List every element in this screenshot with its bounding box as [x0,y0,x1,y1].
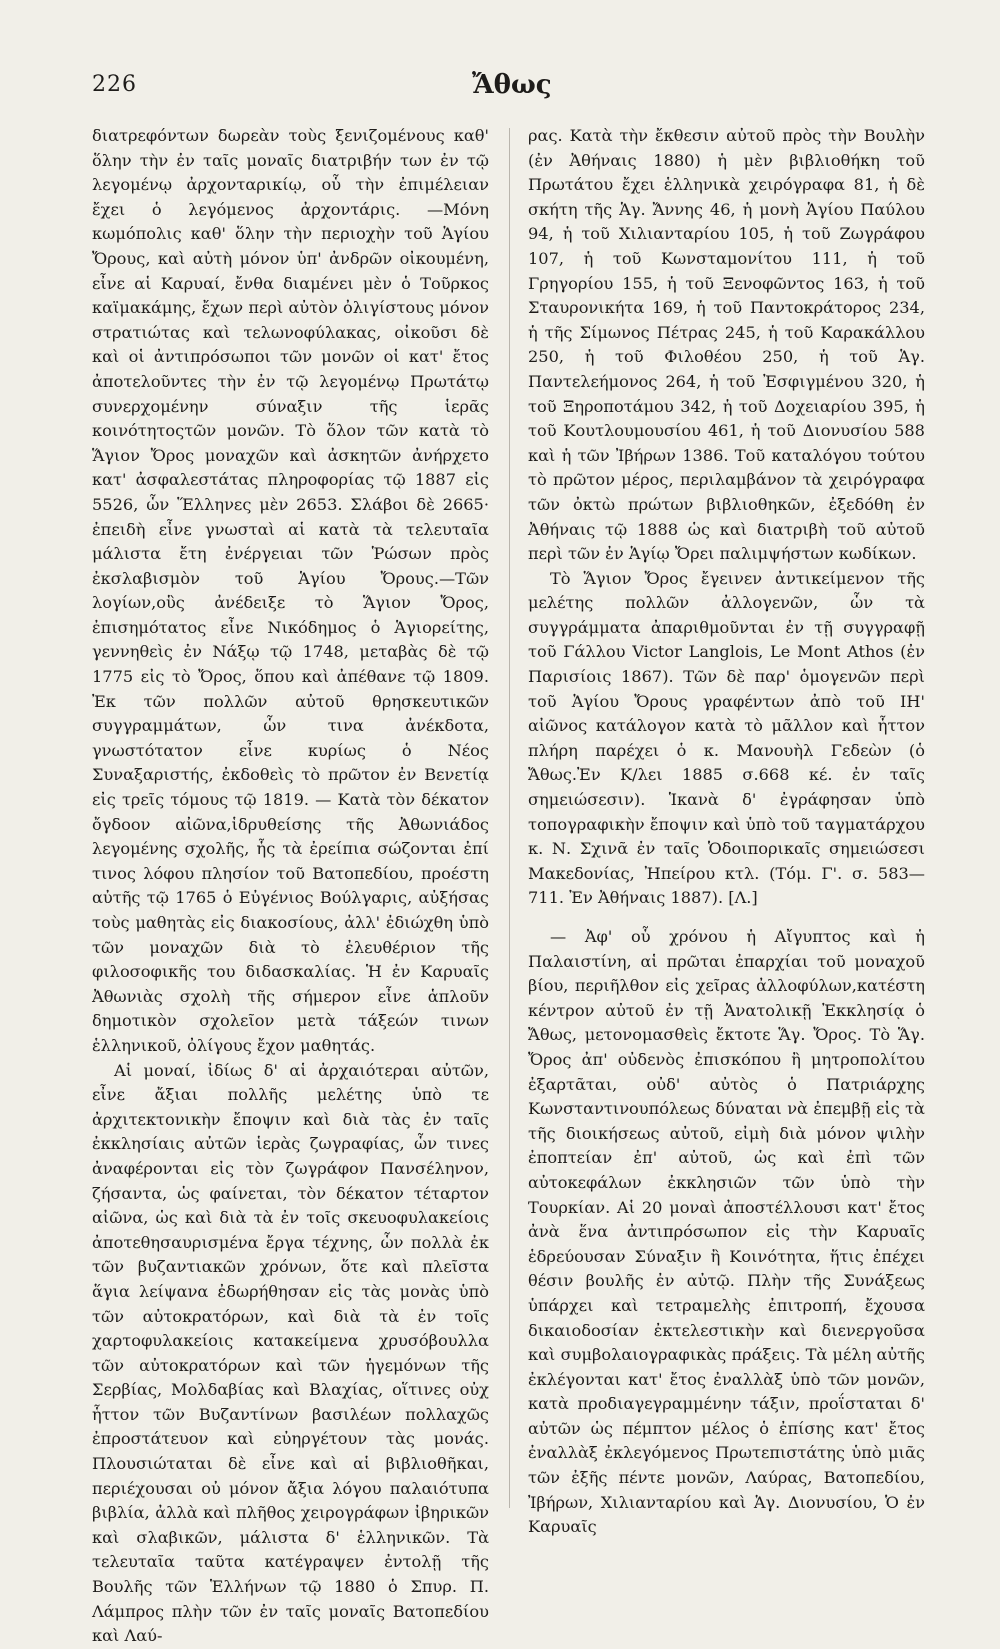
right-paragraph-2: Τὸ Ἅγιον Ὄρος ἔγεινεν ἀντικείμενον τῆς μελέτης πολλῶν ἀλλογενῶν, ὧν τὰ συγγράμματα ἀπαριθμοῦνται ἐν τῇ συγγραφῇ τοῦ Γάλλου Victor Langlois, Le Mont Athos (ἐν Παρισίοις 1867). Τῶν δὲ παρ' ὁμογενῶν περὶ τοῦ Ἁγίου Ὄρους γραφέντων ἀπὸ τοῦ ΙΗ' αἰῶνος κατάλογον κατὰ τὸ μᾶλλον καὶ ἧττον πλήρη παρέχει ὁ κ. Μανουὴλ Γεδεὼν (ὁ Ἄθως.Ἐν Κ/λει 1885 σ.668 κέ. ἐν ταῖς σημειώσεσιν). Ἱκανὰ δ' ἐγράφησαν ὑπὸ τοπογραφικὴν ἔποψιν καὶ ὑπὸ τοῦ ταγματάρχου κ. Ν. Σχινᾶ ἐν ταῖς Ὁδοιπορικαῖς σημειώσεσι Μακεδονίας, Ἠπείρου κτλ. (Τόμ. Γ'. σ. 583—711. Ἐν Ἀθήναις 1887). [Λ.] [528,568,925,908]
right-paragraph-3: — Ἀφ' οὗ χρόνου ἡ Αἴγυπτος καὶ ἡ Παλαιστίνη, αἱ πρῶται ἐπαρχίαι τοῦ μοναχοῦ βίου, περιῆλθον εἰς χεῖρας ἀλλοφύλων,κατέστη κέντρον αὐτοῦ ἐν τῇ Ἀνατολικῇ Ἐκκλησίᾳ ὁ Ἄθως, μετονομασθεὶς ἔκτοτε Ἅγ. Ὄρος. Τὸ Ἅγ. Ὄρος ἀπ' οὐδενὸς ἐπισκόπου ἢ μητροπολίτου ἐξαρτᾶται, οὐδ' αὐτὸς ὁ Πατριάρχης Κωνσταντινουπόλεως δύναται νὰ ἐπεμβῇ εἰς τὰ τῆς διοικήσεως αὐτοῦ, εἰμὴ διὰ μόνον ψιλὴν ἐποπτείαν ἐπ' αὐτοῦ, ὡς καὶ ἐπὶ τῶν αὐτοκεφάλων ἐκκλησιῶν τῶν ὑπὸ τὴν Τουρκίαν. Αἱ 20 μοναὶ ἀποστέλλουσι κατ' ἔτος ἀνὰ ἕνα ἀντιπρόσωπον εἰς τὴν Καρυαῖς ἑδρεύουσαν Σύναξιν ἢ Κοινότητα, ἥτις ἐπέχει θέσιν βουλῆς ἐν αὐτῷ. Πλὴν τῆς Συνάξεως ὑπάρχει καὶ τετραμελὴς ἐπιτροπή, ἔχουσα δικαιοδοσίαν ἐκτελεστικὴν καὶ διενεργοῦσα καὶ συμβολαιογραφικὰς πράξεις. Τὰ μέλη αὐτῆς ἐκλέγονται κατ' ἔτος ἐναλλὰξ ὑπὸ τῶν μονῶν, κατὰ προδιαγεγραμμένην τάξιν, προΐσταται δ' αὐτῶν ὡς πέμπτον μέλος ὁ ἐπίσης κατ' ἔτος ἐναλλὰξ ἐκλεγόμενος Πρωτεπιστάτης ὑπὸ μιᾶς τῶν ἐξῆς πέντε μονῶν, Λαύρας, Βατοπεδίου, Ἰβήρων, Χιλιανταρίου καὶ Ἁγ. Διονυσίου, Ὁ ἐν Καρυαῖς [528,927,925,1537]
column-divider [509,128,510,1508]
two-column-body [92,124,925,1646]
right-column [528,124,925,1540]
page-header [92,72,922,108]
running-head: Ἄθως [472,70,552,100]
right-paragraph-1: ρας. Κατὰ τὴν ἔκθεσιν αὐτοῦ πρὸς τὴν Βουλὴν (ἐν Ἀθήναις 1880) ἡ μὲν βιβλιοθήκη τοῦ Πρωτάτου ἔχει ἑλληνικὰ χειρόγραφα 81, ἡ δὲ σκήτη τῆς Ἁγ. Ἄννης 46, ἡ μονὴ Ἁγίου Παύλου 94, ἡ τοῦ Χιλιανταρίου 105, ἡ τοῦ Ζωγράφου 107, ἡ τοῦ Κωνσταμονίτου 111, ἡ τοῦ Γρηγορίου 155, ἡ τοῦ Ξενοφῶντος 163, ἡ τοῦ Σταυρονικήτα 169, ἡ τοῦ Παντοκράτορος 234, ἡ τῆς Σίμωνος Πέτρας 245, ἡ τοῦ Καρακάλλου 250, ἡ τοῦ Φιλοθέου 250, ἡ τοῦ Ἁγ. Παντελεήμονος 264, ἡ τοῦ Ἐσφιγμένου 320, ἡ τοῦ Ξηροποτάμου 342, ἡ τοῦ Δοχειαρίου 395, ἡ τοῦ Κουτλουμουσίου 461, ἡ τοῦ Διονυσίου 588 καὶ ἡ τῶν Ἰβήρων 1386. Τοῦ καταλόγου τούτου τὸ πρῶτον μέρος, περιλαμβάνον τὰ χειρόγραφα τῶν ὀκτὼ πρώτων βιβλιοθηκῶν, ἐξεδόθη ἐν Ἀθήναις τῷ 1888 ὡς καὶ διατριβὴ τοῦ αὐτοῦ περὶ τῶν ἐν Ἁγίῳ Ὄρει παλιμψήστων κωδίκων. [528,126,925,564]
page-number: 226 [92,72,137,97]
left-column [92,124,489,1649]
left-paragraph-2: Αἱ μοναί, ἰδίως δ' αἱ ἀρχαιότεραι αὐτῶν, εἶνε ἄξιαι πολλῆς μελέτης ὑπὸ τε ἀρχιτεκτονικὴν ἔποψιν καὶ διὰ τὰς ἐν ταῖς ἐκκλησίαις αὐτῶν ἱερὰς ζωγραφίας, ὧν τινες ἀναφέρονται εἰς τὸν ζωγράφον Πανσέληνον, ζήσαντα, ὡς φαίνεται, τὸν δέκατον τέταρτον αἰῶνα, ὡς καὶ διὰ τὰ ἐν τοῖς σκευοφυλακείοις ἀποτεθησαυρισμένα ἔργα τέχνης, ὧν πολλὰ ἐκ τῶν βυζαντιακῶν χρόνων, ὅτε καὶ πλεῖστα ἅγια λείψανα ἐδωρήθησαν εἰς τὰς μονὰς ὑπὸ τῶν αὐτοκρατόρων, καὶ διὰ τὰ ἐν τοῖς χαρτοφυλακείοις κατακείμενα χρυσόβουλλα τῶν αὐτοκρατόρων καὶ τῶν ἡγεμόνων τῆς Σερβίας, Μολδαβίας καὶ Βλαχίας, οἵτινες οὐχ ἧττον τῶν Βυζαντίνων βασιλέων πολλαχῶς ἐπροστάτευον καὶ εὐηργέτουν τὰς μονάς. Πλουσιώταται δὲ εἶνε καὶ αἱ βιβλιοθῆκαι, περιέχουσαι οὐ μόνον ἄξια λόγου παλαιότυπα βιβλία, ἀλλὰ καὶ πλῆθος χειρογράφων ἰβηρικῶν καὶ σλαβικῶν, μάλιστα δ' ἑλληνικῶν. Τὰ τελευταῖα ταῦτα κατέγραψεν ἐντολῇ τῆς Βουλῆς τῶν Ἑλλήνων τῷ 1880 ὁ Σπυρ. Π. Λάμπρος πλὴν τῶν ἐν ταῖς μοναῖς Βατοπεδίου καὶ Λαύ- [92,1060,489,1646]
left-paragraph-1: διατρεφόντων δωρεὰν τοὺς ξενιζομένους καθ' ὅλην τὴν ἐν ταῖς μοναῖς διατριβήν των ἐν τῷ λεγομένῳ ἀρχονταρικίῳ, οὗ τὴν ἐπιμέλειαν ἔχει ὁ λεγόμενος ἀρχοντάρις. —Μόνη κωμόπολις καθ' ὅλην τὴν περιοχὴν τοῦ Ἁγίου Ὄρους, καὶ αὐτὴ μόνον ὑπ' ἀνδρῶν οἰκουμένη, εἶνε αἱ Καρυαί, ἔνθα διαμένει μὲν ὁ Τοῦρκος καϊμακάμης, ἔχων περὶ αὐτὸν ὀλιγίστους μόνον στρατιώτας καὶ τελωνοφύλακας, οἰκοῦσι δὲ καὶ οἱ ἀντιπρόσωποι τῶν μονῶν οἱ κατ' ἔτος ἀποτελοῦντες τὴν ἐν τῷ λεγομένῳ Πρωτάτῳ συνερχομένην σύναξιν τῆς ἱερᾶς κοινότητοςτῶν μονῶν. Τὸ ὅλον τῶν κατὰ τὸ Ἅγιον Ὄρος μοναχῶν καὶ ἀσκητῶν ἀνήρχετο κατ' ἀσφαλεστάτας πληροφορίας τῷ 1887 εἰς 5526, ὧν Ἕλληνες μὲν 2653. Σλάβοι δὲ 2665· ἐπειδὴ εἶνε γνωσταὶ αἱ κατὰ τὰ τελευταῖα μάλιστα ἔτη ἐνέργειαι τῶν Ῥώσων πρὸς ἐκσλαβισμὸν τοῦ Ἁγίου Ὄρους.—Τῶν λογίων,οὓς ἀνέδειξε τὸ Ἅγιον Ὄρος, ἐπισημότατος εἶνε Νικόδημος ὁ Ἁγιορείτης, γεννηθεὶς ἐν Νάξῳ τῷ 1748, μεταβὰς δὲ τῷ 1775 εἰς τὸ Ὄρος, ὅπου καὶ ἀπέθανε τῷ 1809. Ἐκ τῶν πολλῶν αὐτοῦ θρησκευτικῶν συγγραμμάτων, ὧν τινα ἀνέκδοτα, γνωστότατον εἶνε κυρίως ὁ Νέος Συναξαριστής, ἐκδοθεὶς τὸ πρῶτον ἐν Βενετίᾳ εἰς τρεῖς τόμους τῷ 1819. — Κατὰ τὸν δέκατον ὄγδοον αἰῶνα,ἱδρυθείσης τῆς Ἀθωνιάδος λεγομένης σχολῆς, ἧς τὰ ἐρείπια σώζονται ἐπί τινος λόφου πλησίον τοῦ Βατοπεδίου, προέστη αὐτῆς τῷ 1765 ὁ Εὐγένιος Βούλγαρις, αὐξήσας τοὺς μαθητὰς εἰς διακοσίους, ἀλλ' ἐδιώχθη ὑπὸ τῶν μοναχῶν διὰ τὸ ἐλευθέριον τῆς φιλοσοφικῆς του διδασκαλίας. Ἡ ἐν Καρυαῖς Ἀθωνιὰς σχολὴ τῆς σήμερον εἶνε ἁπλοῦν δημοτικὸν σχολεῖον μετὰ τάξεών τινων ἑλληνικοῦ, ὀλίγους ἔχον μαθητάς. [92,126,489,1055]
